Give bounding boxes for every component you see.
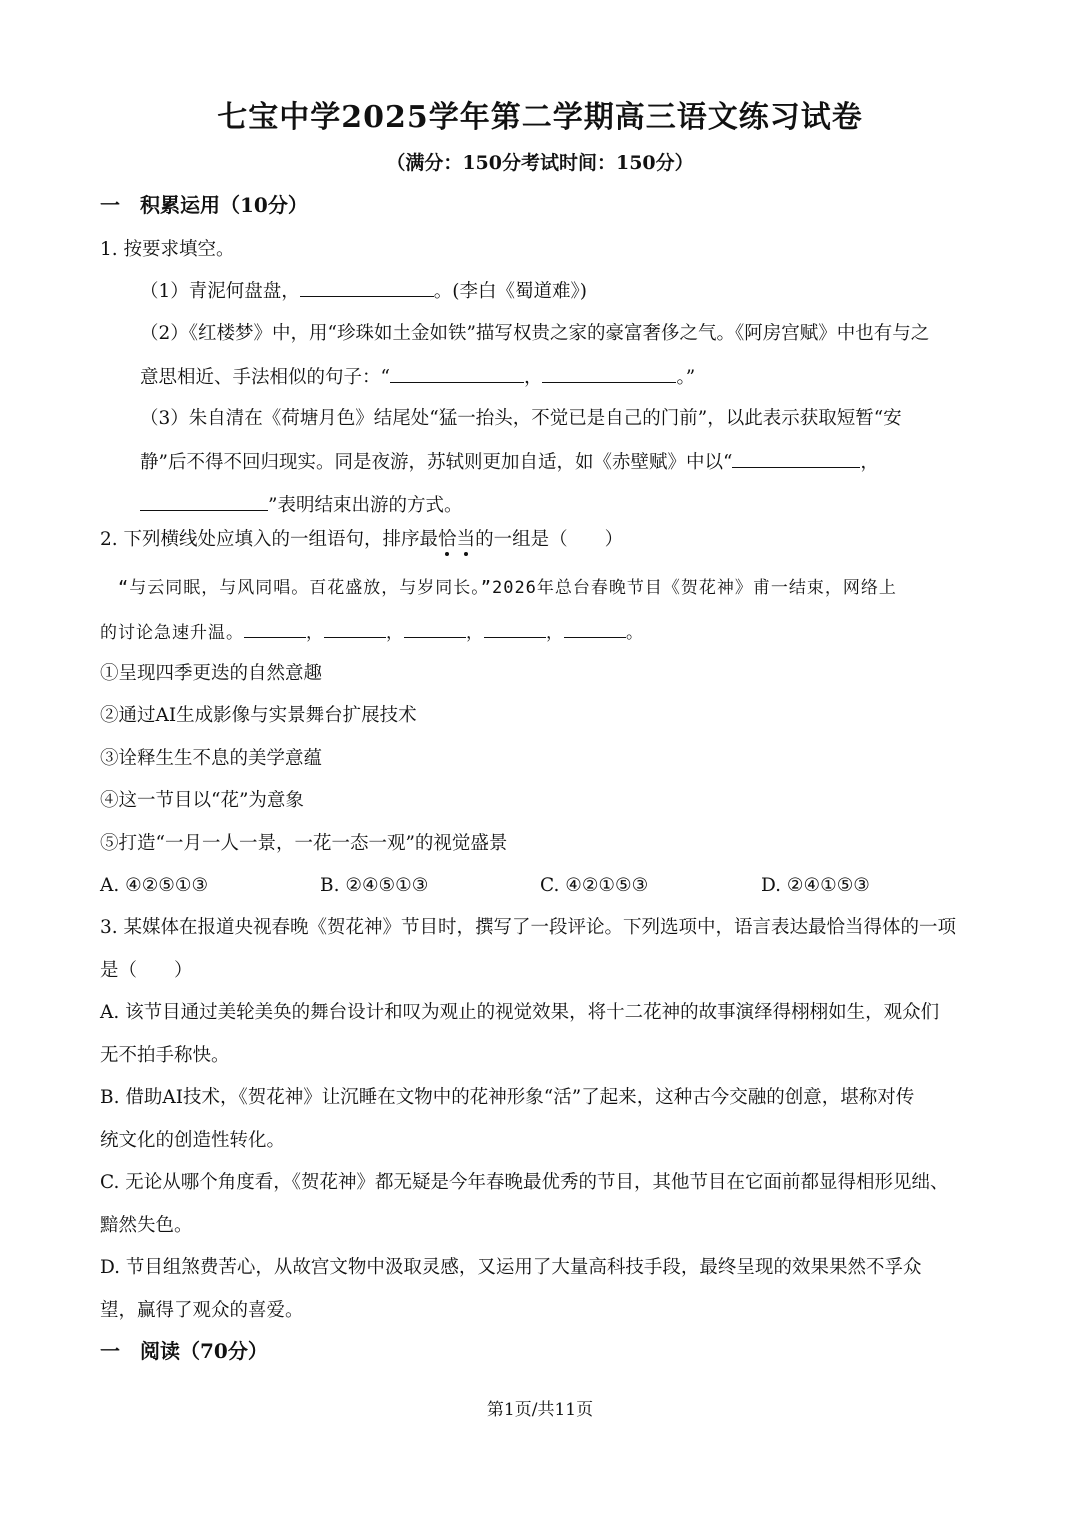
q3-option-b-line1[interactable]: B. 借助AI技术，《贺花神》让沉睡在文物中的花神形象“活”了起来，这种古今交融的创意，堪称对传 xyxy=(100,1087,915,1108)
emphasis-char: 恰 xyxy=(438,529,457,550)
q2-stem xyxy=(100,527,623,553)
q2-item: ①呈现四季更迭的自然意趣 xyxy=(100,663,323,684)
q1-part3-line2 xyxy=(140,449,879,476)
option-d[interactable]: D. ②④①⑤③ xyxy=(761,875,870,896)
separator: ， xyxy=(386,623,404,643)
separator: ， xyxy=(466,623,484,643)
fill-blank[interactable] xyxy=(484,619,546,638)
q3-option-b-line2[interactable]: 统文化的创造性转化。 xyxy=(100,1130,286,1151)
q1-part3-line3 xyxy=(140,492,462,519)
q3-option-d-line2[interactable]: 望，赢得了观众的喜爱。 xyxy=(100,1300,304,1321)
fill-blank[interactable] xyxy=(390,364,524,383)
q3-option-c-line1[interactable]: C. 无论从哪个角度看，《贺花神》都无疑是今年春晚最优秀的节目，其他节目在它面前都显得相形见绌、 xyxy=(100,1172,949,1193)
q1-part2-line1: （2）《红楼梦》中，用“珍珠如土金如铁”描写权贵之家的豪富奢侈之气。《阿房宫赋》中也有与之 xyxy=(140,323,930,344)
section-title: 积累运用（10分） xyxy=(140,193,308,217)
q1-part3-text-a: 静”后不得不回归现实。同是夜游，苏轼则更加自适，如《赤壁赋》中以“ xyxy=(140,452,733,473)
section-number: 一 xyxy=(100,193,120,217)
q3-option-d-line1[interactable]: D. 节目组煞费苦心，从故宫文物中汲取灵感，又运用了大量高科技手段，最终呈现的效果果然不孚众 xyxy=(100,1257,922,1278)
fill-blank[interactable] xyxy=(324,619,386,638)
q1-part1-text-a: （1）青泥何盘盘， xyxy=(140,281,300,302)
q2-stem-text-a: 2. 下列横线处应填入的一组语句，排序最 xyxy=(100,529,439,550)
q2-item: ⑤打造“一月一人一景，一花一态一观”的视觉盛景 xyxy=(100,833,508,854)
q1-part2-line2 xyxy=(140,364,695,391)
separator: ， xyxy=(546,623,564,643)
option-b[interactable]: B. ②④⑤①③ xyxy=(320,875,429,896)
q1-part1-text-b: 。(李白《蜀道难》) xyxy=(433,281,587,302)
q1-part3-line1: （3）朱自清在《荷塘月色》结尾处“猛一抬头，不觉已是自己的门前”，以此表示获取短暂“安 xyxy=(140,408,902,429)
q2-quote-line2 xyxy=(100,619,644,646)
fill-blank[interactable] xyxy=(140,492,268,511)
option-a[interactable]: A. ④②⑤①③ xyxy=(100,875,209,896)
q1-part1 xyxy=(140,278,587,305)
q2-quote-line1: “与云同眠，与风同唱。百花盛放，与岁同长。”2026年总台春晚节目《贺花神》甫一结束，网络上 xyxy=(118,578,897,598)
fill-blank[interactable] xyxy=(300,278,434,297)
q2-item: ②通过AI生成影像与实景舞台扩展技术 xyxy=(100,705,417,726)
q3-stem-line2: 是（ ） xyxy=(100,960,193,981)
q1-part2-text-b: ， xyxy=(523,367,543,388)
q3-option-c-line2[interactable]: 黯然失色。 xyxy=(100,1215,193,1236)
q3-option-a-line1[interactable]: A. 该节目通过美轮美奂的舞台设计和叹为观止的视觉效果，将十二花神的故事演绎得栩栩如生，观众们 xyxy=(100,1002,940,1023)
section-number: 一 xyxy=(100,1339,120,1363)
separator: ， xyxy=(306,623,324,643)
period: 。 xyxy=(626,623,644,643)
fill-blank[interactable] xyxy=(244,619,306,638)
q1-part2-text-c: 。” xyxy=(676,367,696,388)
q1-part3-text-b: ， xyxy=(860,452,879,473)
q1-part2-text-a: 意思相近、手法相似的句子：“ xyxy=(140,367,390,388)
q2-quote-text: 的讨论急速升温。 xyxy=(100,623,244,643)
q2-item: ③诠释生生不息的美学意蕴 xyxy=(100,748,323,769)
q3-stem-line1: 3. 某媒体在报道央视春晚《贺花神》节目时，撰写了一段评论。下列选项中，语言表达最恰当得体的一项 xyxy=(100,917,957,938)
q1-part3-text-c: ”表明结束出游的方式。 xyxy=(268,495,463,516)
emphasis-char: 当 xyxy=(456,529,476,550)
section-title: 阅读（70分） xyxy=(140,1339,268,1363)
section-heading xyxy=(100,1338,268,1364)
page-subtitle: （满分：150分考试时间：150分） xyxy=(386,152,694,174)
fill-blank[interactable] xyxy=(732,449,860,468)
q2-item: ④这一节目以“花”为意象 xyxy=(100,790,304,811)
option-c[interactable]: C. ④②①⑤③ xyxy=(540,875,649,896)
fill-blank[interactable] xyxy=(404,619,466,638)
q1-stem: 1. 按要求填空。 xyxy=(100,239,235,260)
q3-option-a-line2[interactable]: 无不拍手称快。 xyxy=(100,1045,230,1066)
page-number: 第1页/共11页 xyxy=(486,1400,594,1420)
q2-stem-text-b: 的一组是（ ） xyxy=(475,529,624,550)
fill-blank[interactable] xyxy=(564,619,626,638)
page-title: 七宝中学2025学年第二学期高三语文练习试卷 xyxy=(217,100,863,135)
section-heading xyxy=(100,192,308,218)
fill-blank[interactable] xyxy=(542,364,676,383)
